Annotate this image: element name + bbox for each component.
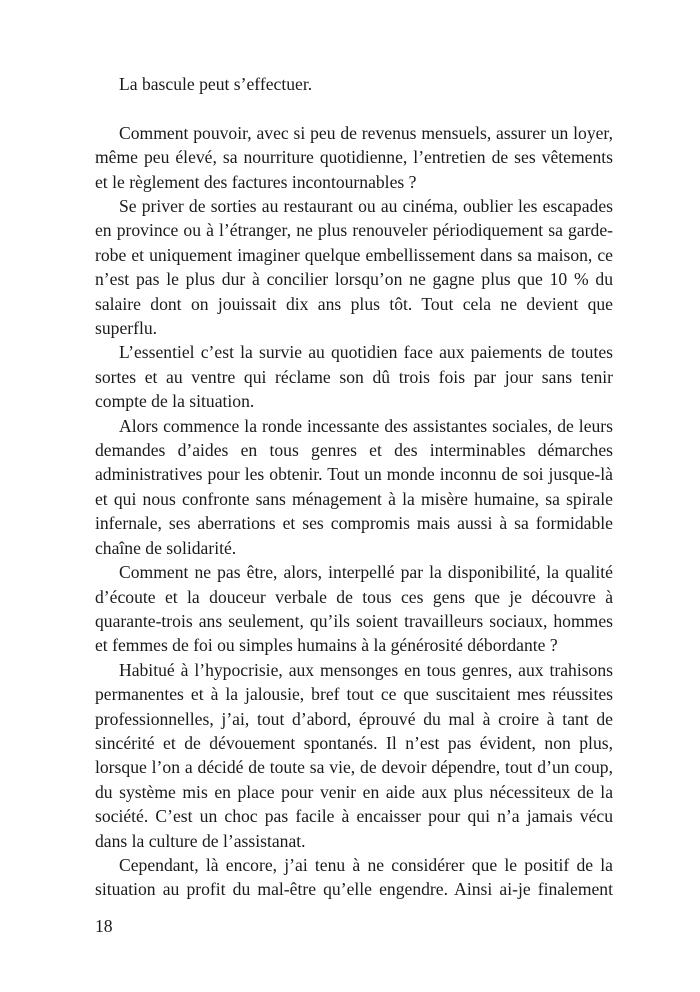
paragraph-2: Comment pouvoir, avec si peu de revenus mensuels, assurer un loyer, même peu élevé, sa nourriture quotidienne, l’entretien de ses vêtements et le règlement des factures incontournables ?: [95, 122, 613, 192]
page-number: 18: [95, 916, 113, 936]
paragraph-7: Habitué à l’hypocrisie, aux mensonges en tous genres, aux trahisons permanentes et à la jalousie, bref tout ce que suscitaient mes réussites professionnelles, j’ai, tout d’abord, éprouvé du mal à croire à tant de sincérité et de dévouement spontanés. Il n’est pas évident, non plus, lorsque l’on a décidé de toute sa vie, de devoir dépendre, tout d’un coup, du système mis en place pour venir en aide aux plus nécessiteux de la société. C’est un choc pas facile à encaisser pour qui n’a jamais vécu dans la culture de l’assistanat.: [95, 659, 613, 851]
paragraph-1: La bascule peut s’effectuer.: [119, 74, 313, 94]
paragraph-6: Comment ne pas être, alors, interpellé par la disponibilité, la qualité d’écoute et la douceur verbale de tous ces gens que je découvre à quarante-trois ans seulement, qu’ils soient travailleurs sociaux, hommes et femmes de foi ou simples humains à la générosité débordante ?: [95, 562, 613, 656]
paragraph-8: Cependant, là encore, j’ai tenu à ne considérer que le positif de la situation au profit du mal-être qu’elle engendre. Ainsi ai-je finalement: [95, 854, 613, 900]
paragraph-5: Alors commence la ronde incessante des assistantes sociales, de leurs demandes d’aides en tous genres et des interminables démarches administratives pour les obtenir. Tout un monde inconnu de soi jusque-là et qui nous confronte sans ménagement à la misère humaine, sa spirale infernale, ses aberrations et ses compromis mais aussi à sa formidable chaîne de solidarité.: [95, 415, 613, 558]
paragraph-3: Se priver de sorties au restaurant ou au cinéma, oublier les escapades en province ou à l’étranger, ne plus renouveler périodiquement sa garde-robe et uniquement imaginer quelque embellissement dans sa maison, ce n’est pas le plus dur à concilier lorsqu’on ne gagne plus que 10 % du salaire dont on jouissait dix ans plus tôt. Tout cela ne devient que superflu.: [95, 196, 613, 339]
body-text: [95, 72, 613, 902]
paragraph-4: L’essentiel c’est la survie au quotidien face aux paiements de toutes sortes et au ventre qui réclame son dû trois fois par jour sans tenir compte de la situation.: [95, 342, 613, 412]
